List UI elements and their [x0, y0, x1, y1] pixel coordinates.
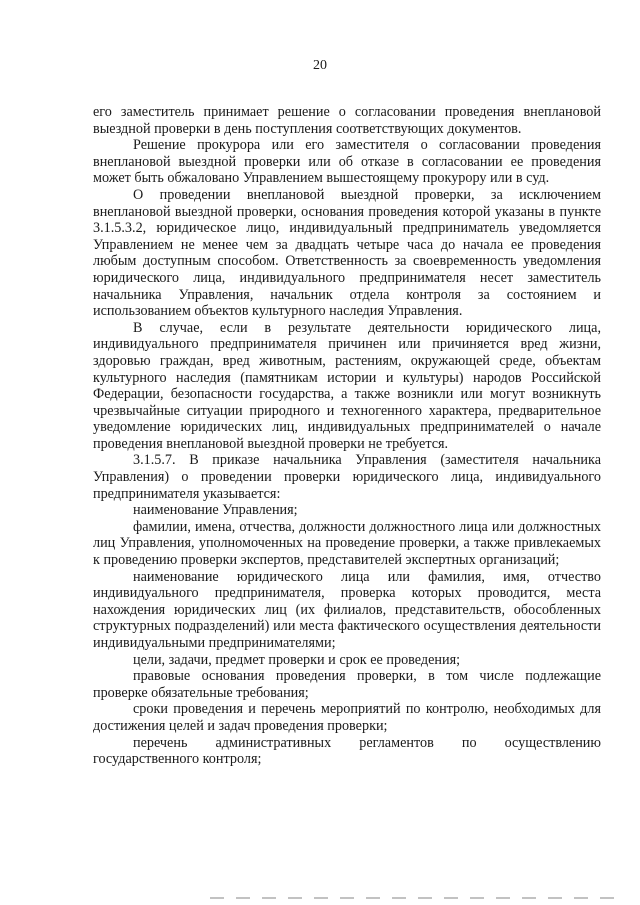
paragraph: наименование Управления;: [133, 502, 298, 519]
paragraph: правовые основания проведения проверки, в том числе подлежащие проверке обязательные требования;: [93, 668, 601, 701]
paragraph: наименование юридического лица или фамилия, имя, отчество индивидуального предпринимателя, проверка которых проводится, места нахождения юридических лиц (их филиалов, представительств, обособленных структурных подразделений) или места фактического осуществления деятельности индивидуальными предпринимателями;: [93, 568, 601, 651]
document-body: [93, 104, 601, 768]
paragraph: цели, задачи, предмет проверки и срок ее проведения;: [133, 651, 461, 668]
paragraph: его заместитель принимает решение о согласовании проведения внеплановой выездной проверки в день поступления соответствующих документов.: [93, 104, 601, 137]
scan-artifact-line: [210, 897, 620, 899]
paragraph: фамилии, имена, отчества, должности должностного лица или должностных лиц Управления, уполномоченных на проведение проверки, а также привлекаемых к проведению проверки экспертов, представителей экспертных организаций;: [93, 518, 601, 569]
paragraph: 3.1.5.7. В приказе начальника Управления (заместителя начальника Управления) о проведении проверки юридического лица, индивидуального предпринимателя указывается:: [93, 452, 601, 502]
paragraph: Решение прокурора или его заместителя о согласовании проведения внеплановой выездной проверки или об отказе в согласовании ее проведения может быть обжаловано Управлением вышестоящему прокурору или в суд.: [93, 137, 601, 187]
paragraph: сроки проведения и перечень мероприятий по контролю, необходимых для достижения целей и задач проведения проверки;: [93, 701, 601, 734]
paragraph: перечень административных регламентов по осуществлению государственного контроля;: [93, 734, 601, 768]
paragraph: О проведении внеплановой выездной проверки, за исключением внеплановой выездной проверки, основания проведения которой указаны в пункте 3.1.5.3.2, юридическое лицо, индивидуальный предприниматель уведомляется Управлением не менее чем за двадцать четыре часа до начала ее проведения любым доступным способом. Ответственность за своевременность уведомления юридического лица, индивидуального предпринимателя несет заместитель начальника Управления, начальник отдела контроля за состоянием и использованием объектов культурного наследия Управления.: [93, 186, 601, 320]
paragraph: В случае, если в результате деятельности юридического лица, индивидуального предпринимателя причинен или причиняется вред жизни, здоровью граждан, вред животным, растениям, окружающей среде, объектам культурного наследия (памятникам истории и культуры) народов Российской Федерации, безопасности государства, а также возникли или могут возникнуть чрезвычайные ситуации природного и техногенного характера, предварительное уведомление юридических лиц, индивидуальных предпринимателей о начале проведения внеплановой выездной проверки не требуется.: [93, 319, 601, 452]
page-number: 20: [313, 58, 327, 73]
